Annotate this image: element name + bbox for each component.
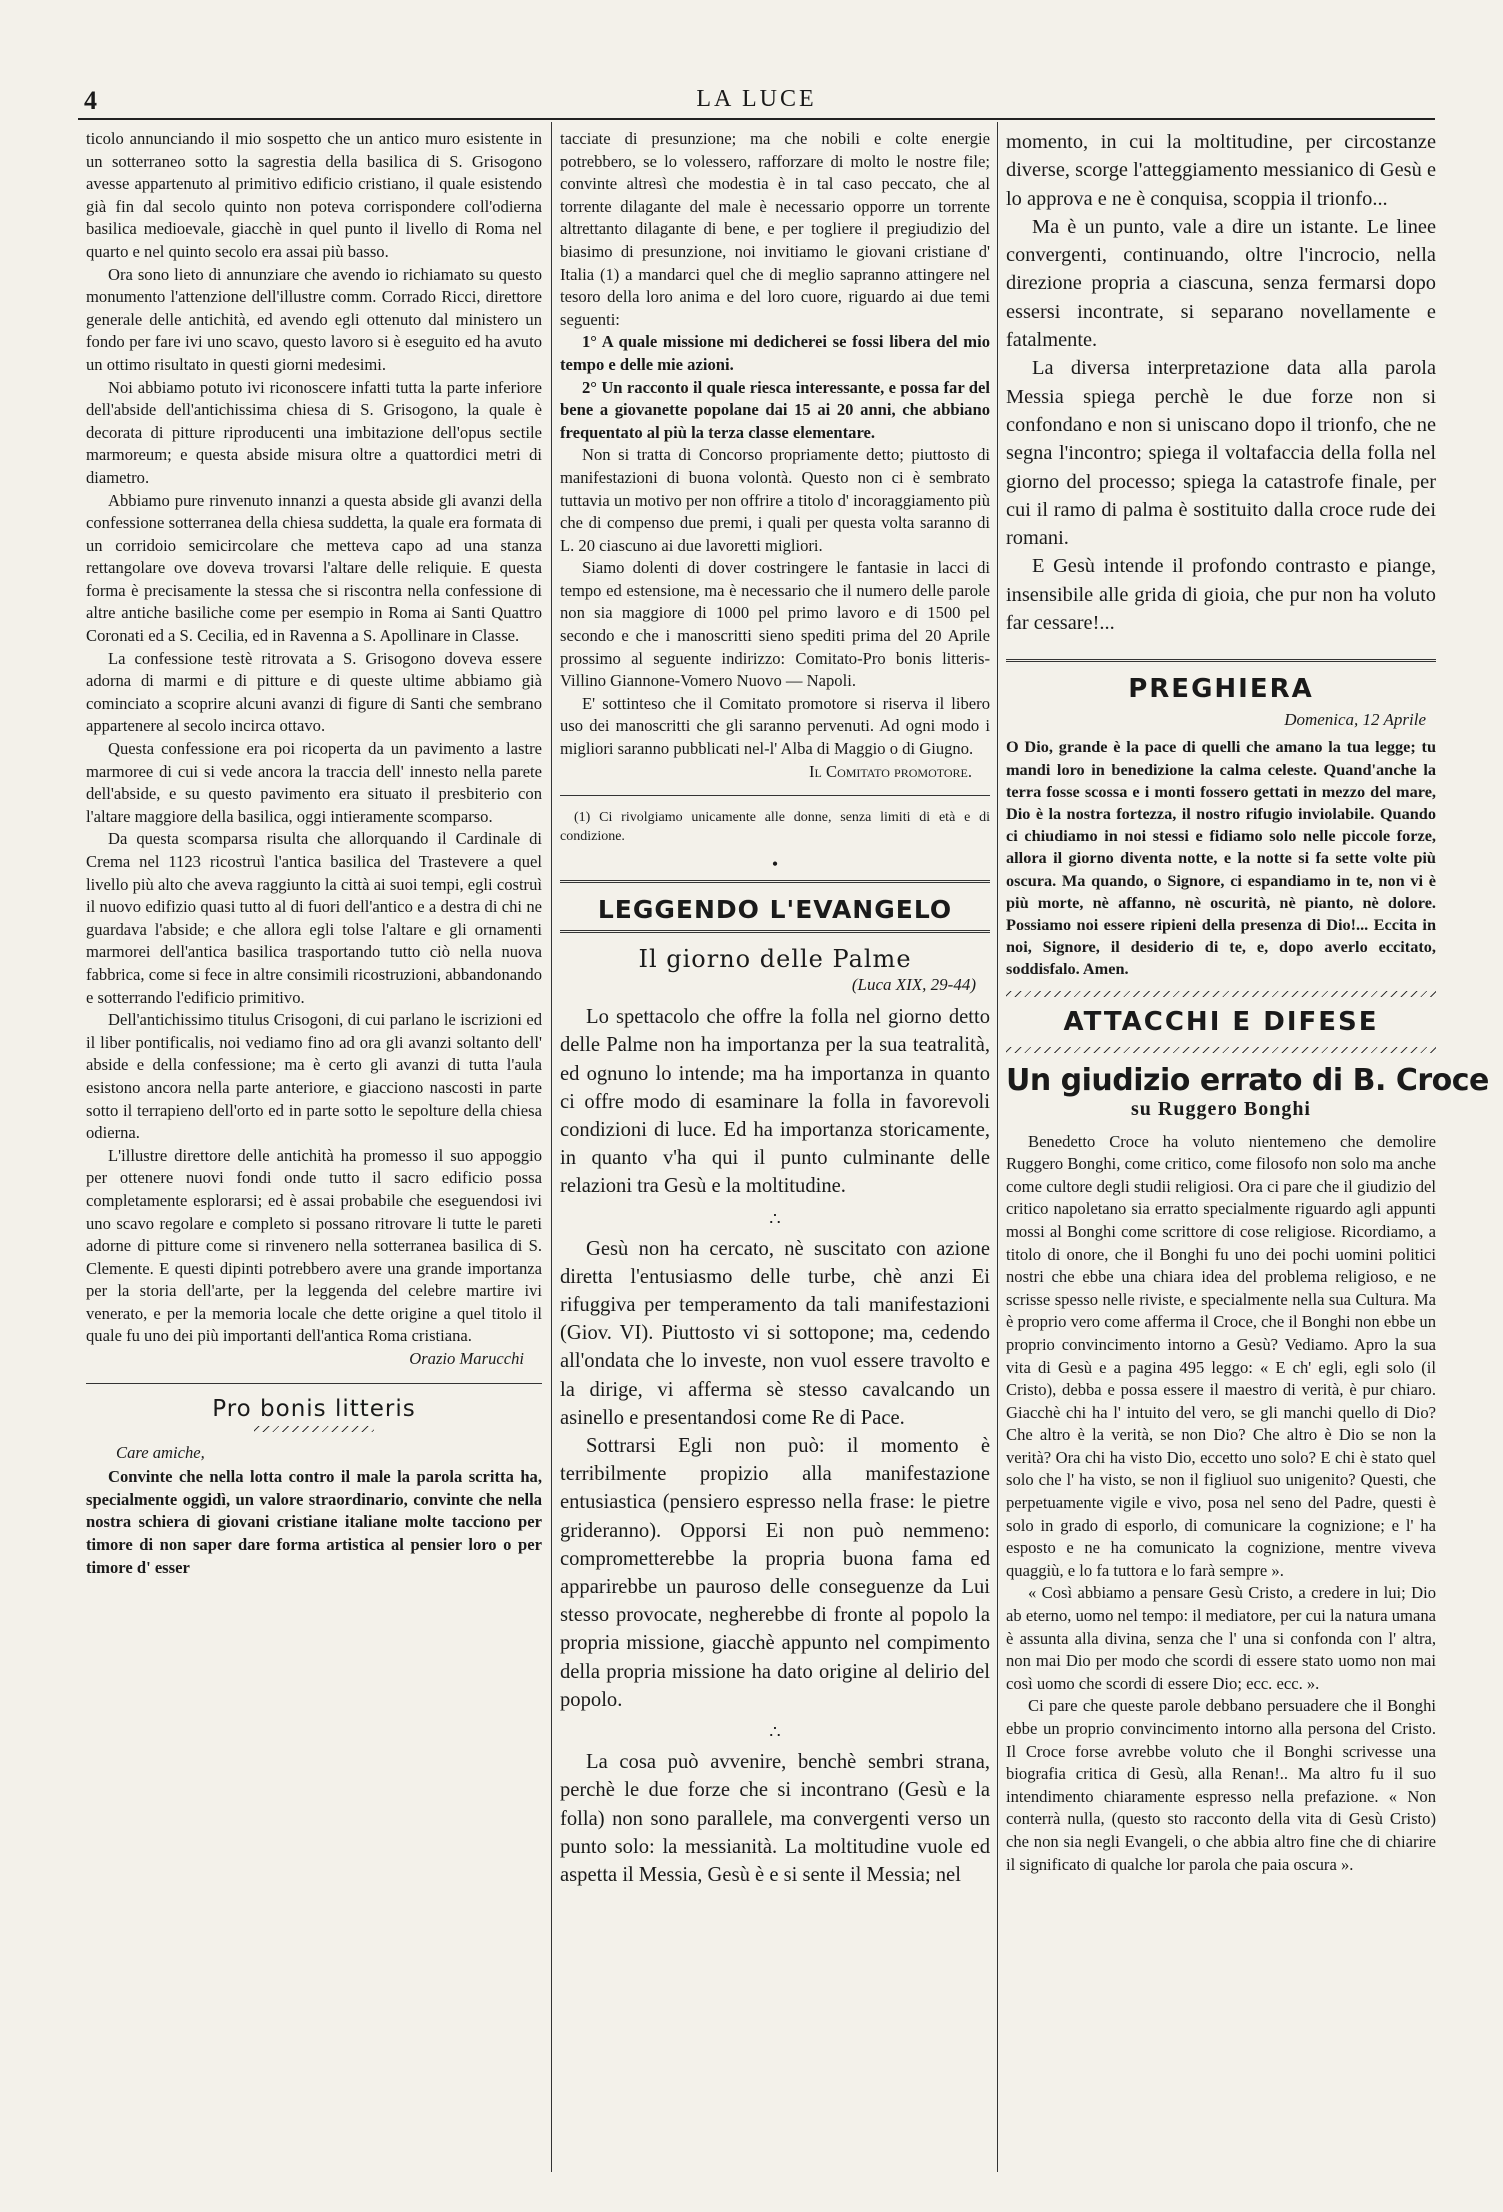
article-paragraph: Noi abbiamo potuto ivi riconoscere infatti tutta la parte inferiore dell'abside dell'antichissima chiesa di S. Grisogono, la quale è decorata di pitture riproducenti una imbitazione dell'opus sectile marmoreum; e questa abside misura oltre a quattordici metri di diametro. [86, 377, 542, 487]
column-divider [551, 122, 552, 2172]
committee-signature: Il Comitato promotore. [809, 761, 972, 781]
separator-dots: ∴ [769, 1722, 781, 1743]
article-paragraph: Da questa scomparsa risulta che allorquando il Cardinale di Crema nel 1123 ricostruì l'antica basilica del Trastevere a quel livello più alto che aveva raggiunto la città ai suoi tempi, egli costruì il nuovo edifizio quasi tutto al di fuori dell'antico e a destra di chi ne guardava l'abside; e che allora egli tolse l'altare e gli ornamenti marmorei dell'antica basilica trasportando tutto ciò nella nuova fabbrica, come si fece in altre consimili ricostruzioni, abbandonando e sotterrando l'edificio primitivo. [86, 829, 542, 1007]
appeal-paragraph: Convinte che nella lotta contro il male la parola scritta ha, specialmente oggidì, un valore straordinario, convinte che nella nostra schiera di giovani cristiane italiane molte tacciono per timore di non saper dare forma artistica al pensier loro o per timore d' esser [86, 1467, 542, 1577]
article-paragraph: L'illustre direttore delle antichità ha promesso il suo appoggio per ottenere nuovi fondi onde tutto il sacro edificio possa completamente esplorarsi; ed è assai probabile che eseguendosi ivi uno scavo regolare e completo si possano ritrovare li tutte le pareti adorne di pitture come si rinvenero nella sotterranea basilica di S. Clemente. E questi dipinti potrebbero avere una grande importanza per la storia dell'arte, per la leggenda del celebre martire ivi venerato, e per la memoria locale che dette origine a quel titolo il quale fu uno dei più importanti dell'antica Roma cristiana. [86, 1145, 542, 1346]
appeal-paragraph: tacciate di presunzione; ma che nobili e colte energie potrebbero, se lo volessero, rafforzare di molto le nostre file; convinte altresì che modestia è in tal caso peccato, che al torrente dilagante del male è necessario opporre un torrente altrettanto dilagante di bene, e per togliere il pregiudizio del biasimo di presunzione, noi invitiamo le giovani cristiane d' Italia (1) a mandarci quel che di meglio sapranno attingere nel tesoro della loro anima e del loro cuore, riguardo ai due temi seguenti: [560, 129, 990, 329]
column-1 [86, 128, 542, 2172]
separator-dot: • [771, 854, 779, 875]
column-2 [560, 128, 990, 2172]
article-paragraph: Ci pare che queste parole debbano persuadere che il Bonghi ebbe un proprio convincimento intorno alla persona del Cristo. Il Croce forse avrebbe voluto che il Bonghi scrivesse una biografia critica di Gesù, alla Renan!.. Ma altro fu il suo intendimento chiaramente espresso nella prefazione. « Non conterrà nulla, (questo sto racconto della vita di Gesù Cristo) che non sia negli Evangeli, o che abbia altro fine che di chiarire il significato di qualche lor parola che paia oscura ». [1006, 1696, 1436, 1874]
author-signature: Orazio Marucchi [409, 1349, 524, 1369]
article-paragraph: Abbiamo pure rinvenuto innanzi a questa abside gli avanzi della confessione sotterranea della chiesa suddetta, la quale era formata di un corridoio semicircolare che metteva capo ad una stanza rettangolare ove doveva trovarsi l'altare delle reliquie. E questa forma è precisamente la stessa che si riscontra nella confessione di altre antiche basiliche come per esempio in Roma ai Santi Quattro Coronati ed a S. Cecilia, ed in Ravenna a S. Apollinare in Classe. [86, 490, 542, 646]
article-paragraph: La confessione testè ritrovata a S. Grisogono doveva essere adorna di marmi e di pitture e di queste ultime abbiamo già cominciato a scoprire alcuni avanzi di figure di Santi che sembrano appartenere al secolo incirca ottavo. [86, 648, 542, 736]
header-rule [78, 118, 1435, 120]
article-paragraph: Ma è un punto, vale a dire un istante. Le linee convergenti, continuando, oltre l'incrocio, nella direzione propria a ciascuna, senza fermarsi dopo essersi incontrate, si separano novellamente e fatalmente. [1006, 215, 1436, 352]
appeal-paragraph: E' sottinteso che il Comitato promotore si riserva il libero uso dei manoscritti che gli saranno pervenuti. Ad ogni modo i migliori saranno pubblicati nel-l' Alba di Maggio o di Giugno. [560, 693, 990, 759]
separator-dots: ∴ [769, 1208, 781, 1229]
section-rule [1006, 659, 1436, 662]
section-title-pro-bonis: Pro bonis litteris [212, 1395, 416, 1422]
article-headline: Un giudizio errato di B. Croce [1006, 1062, 1489, 1098]
article-paragraph: Dell'antichissimo titulus Crisogoni, di cui parlano le iscrizioni ed il liber pontificalis, noi vediamo fino ad ora gli avanzi soltanto dell' abside e della confessione; ma è certo gli avanzi di tutta l'aula esistono ancora nella parte anteriore, e giacciono nascosti in parte sotto il terrapieno dell'orto ed in parte sotto le sepolture della chiesa odierna. [86, 1010, 542, 1143]
theme-1: 1° A quale missione mi dedicherei se fossi libera del mio tempo e delle mie azioni. [560, 332, 990, 374]
section-title-preghiera: PREGHIERA [1128, 674, 1314, 705]
column-3 [1006, 128, 1489, 2172]
ornament-rule [254, 1426, 374, 1432]
article-title: Il giorno delle Palme [638, 945, 912, 974]
article-paragraph: momento, in cui la moltitudine, per circostanze diverse, scorge l'atteggiamento messianico di Gesù e lo approva e ne è conquisa, scoppia il trionfo... [1006, 131, 1436, 210]
page-header [78, 86, 1435, 116]
greeting: Care amiche, [116, 1442, 205, 1462]
section-title-evangelo: LEGGENDO L'EVANGELO [597, 895, 953, 925]
article-paragraph: La diversa interpretazione data alla parola Messia spiega perchè le due forze non si confondano e non si uniscano dopo il trionfo, che ne segna l'incontro; spiega il voltafaccia della folla nel giorno del processo; spiega la catastrofe finale, per cui il ramo di palma è sostituito dalla croce rude dei romani. [1006, 357, 1436, 550]
article-paragraph: Ora sono lieto di annunziare che avendo io richiamato su questo monumento l'attenzione dell'illustre comm. Corrado Ricci, direttore generale delle antichità, ed avendo egli ottenuto dal ministero un fondo per fare ivi uno scavo, questo lavoro si è eseguito ed ha avuto un ottimo risultato in questi giorni medesimi. [86, 264, 542, 374]
masthead: LA LUCE [696, 86, 817, 112]
section-rule [86, 1383, 542, 1384]
ornament-rule [1006, 991, 1436, 997]
article-paragraph: Benedetto Croce ha voluto nientemeno che demolire Ruggero Bonghi, come critico, come filosofo non solo ma anche come cultore degli studii religiosi. Ora ci pare che il giudizio del critico napoletano sia erratto specialmente riguardo agli appunti mossi al Bonghi come scrittore di cose religiose. Ricordiamo, a titolo di onore, che il Bonghi fu uno dei pochi uomini politici nostri che ebbe una chiara idea del problema religioso, e ne scrisse spesso nelle riviste, e specialmente nella sua Cultura. Ma è proprio vero come afferma il Croce, che il Bonghi non ebbe un proprio convincimento intorno a Gesù? Vediamo. Apro la sua vita di Gesù e a pagina 495 leggo: « E ch' egli, egli solo (il Cristo), debba e possa essere il maestro di verità, è pur chiaro. Giacchè chi ha l' intuito del vero, se gli manchi quello di Dio? Che altro è la verità, se non Dio? Che altro è Dio se non la verità? Ora chi ha visto Dio, eccetto uno solo? E chi è stato quel solo che l' ha visto, se non il figliuol suo unigenito? Questi, che perpetuamente vigile e vivo, posa nel seno del Padre, questi è solo in grado di esporlo, di comunicare la cognizione; e l' ha esposto e ne ha comunicato la cognizione, mentre viveva quaggiù, e lo fa tuttora e lo farà sempre ». [1006, 1131, 1436, 1580]
article-paragraph: Lo spettacolo che offre la folla nel giorno detto delle Palme non ha importanza per la sua teatralità, ed ognuno lo intende; ma ha importanza in quanto ci offre modo di esaminare la folla in favorevoli condizioni di luce. Ed ha importanza storicamente, in quanto v'ha qui il punto culminante delle relazioni tra Gesù e la moltitudine. [560, 1006, 990, 1198]
prayer-text: O Dio, grande è la pace di quelli che amano la tua legge; tu mandi loro in benedizione la calma celeste. Quand'anche la terra fosse scossa e i monti fossero gettati in mezzo del mare, Dio è la nostra fortezza, il nostro rifugio inviolabile. Quando ci chiudiamo in noi stessi e fidiamo solo nelle piccole forze, allora il giorno diventa notte, e la notte si fa sette volte più oscura. Ma quando, o Signore, ci espandiamo in te, non vi è più morte, nè affanno, nè oscurità, nè pianto, nè dolore. Possiamo noi essere ripieni della presenza di Dio!... Eccita in noi, Signore, il desiderio di te, e, dopo averlo eccitato, soddisfalo. Amen. [1006, 737, 1436, 979]
scripture-reference: (Luca XIX, 29-44) [851, 975, 976, 995]
section-title-attacchi: ATTACCHI E DIFESE [1063, 1006, 1379, 1037]
article-paragraph: ticolo annunciando il mio sospetto che un antico muro esistente in un sotterraneo sotto la sagrestia della basilica di S. Grisogono avesse appartenuto al primitivo edificio cristiano, il quale esistendo già fin dal secolo quinto non poteva corrispondere coll'odierna basilica medioevale, giacchè in quel punto il livello di Roma nel quarto e nel quinto secolo era assai più basso. [86, 129, 542, 261]
article-paragraph: Questa confessione era poi ricoperta da un pavimento a lastre marmoree di cui si vede ancora la traccia dell' innesto nella parete dell'abside, e su questo pavimento era situato il presbiterio con l'altare maggiore della basilica, oggi intieramente scomparso. [86, 739, 542, 826]
article-paragraph: E Gesù intende il profondo contrasto e piange, insensibile alle grida di gioia, che pur non ha voluto far cessare!... [1006, 555, 1436, 635]
article-paragraph: Gesù non ha cercato, nè suscitato con azione diretta l'entusiasmo delle turbe, chè anzi Ei rifuggiva per temperamento da tali manifestazioni (Giov. VI). Piuttosto vi si sottopone; ma, cedendo all'ondata che lo investe, non vuol essere travolto e la dirige, vi afferma sè stesso cavalcando un asinello e presentandosi come Re di Pace. [560, 1237, 990, 1429]
article-paragraph: « Così abbiamo a pensare Gesù Cristo, a credere in lui; Dio ab eterno, uomo nel tempo: il mediatore, per cui la natura umana è assunta alla divina, senza che l' una si confonda con l' altra, non mai Dio per modo che scordi di essere stato uomo non mai così uomo che scordi di essere Dio; ecc. ecc. ». [1006, 1583, 1436, 1693]
appeal-paragraph: Non si tratta di Concorso propriamente detto; piuttosto di manifestazioni di buona volontà. Questo non ci è sembrato tuttavia un motivo per non offrire a titolo d' incoraggiamento più che di compenso due premi, i quali per questa volta saranno di L. 20 ciascuno ai due lavoretti migliori. [560, 445, 990, 555]
footnote-rule [560, 795, 990, 796]
appeal-paragraph: Siamo dolenti di dover costringere le fantasie in lacci di tempo ed estensione, ma è necessario che il numero delle parole non sia maggiore di 1000 pel primo lavoro e di 1500 pel secondo e che i manoscritti sieno spediti prima del 20 Aprile prossimo al seguente indirizzo: Comitato-Pro bonis litteris-Villino Giannone-Vomero Nuovo — Napoli. [560, 558, 990, 691]
article-byline: su Ruggero Bonghi [1130, 1097, 1311, 1120]
column-divider [997, 122, 998, 2172]
page-number: 4 [84, 86, 97, 115]
ornament-rule [1006, 1047, 1436, 1053]
article-paragraph: Sottrarsi Egli non può: il momento è terribilmente propizio alla manifestazione entusiastica (pensiero espresso nella frase: le pietre grideranno). Opporsi Ei non può nemmeno: comprometterebbe la propria buona fama ed apparirebbe un pauroso delle conseguenze da Lui stesso provocate, negherebbe di fronte al popolo la propria missione, giacchè appunto nel compimento della propria missione ha dato origine al delirio del popolo. [560, 1435, 990, 1711]
footnote: (1) Ci rivolgiamo unicamente alle donne, senza limiti di età e di condizione. [560, 810, 990, 845]
dateline: Domenica, 12 Aprile [1284, 710, 1426, 730]
article-paragraph: La cosa può avvenire, benchè sembri strana, perchè le due forze che si incontrano (Gesù e la folla) non sono parallele, ma convergenti verso un punto solo: la messianità. La moltitudine vuole ed aspetta il Messia, Gesù è e si sente il Messia; nel [560, 1751, 990, 1886]
section-rule [560, 930, 990, 933]
theme-2: 2° Un racconto il quale riesca interessante, e possa far del bene a giovanette popolane dai 15 ai 20 anni, che abbiano frequentato al più la terza classe elementare. [560, 377, 990, 442]
section-rule [560, 880, 990, 883]
